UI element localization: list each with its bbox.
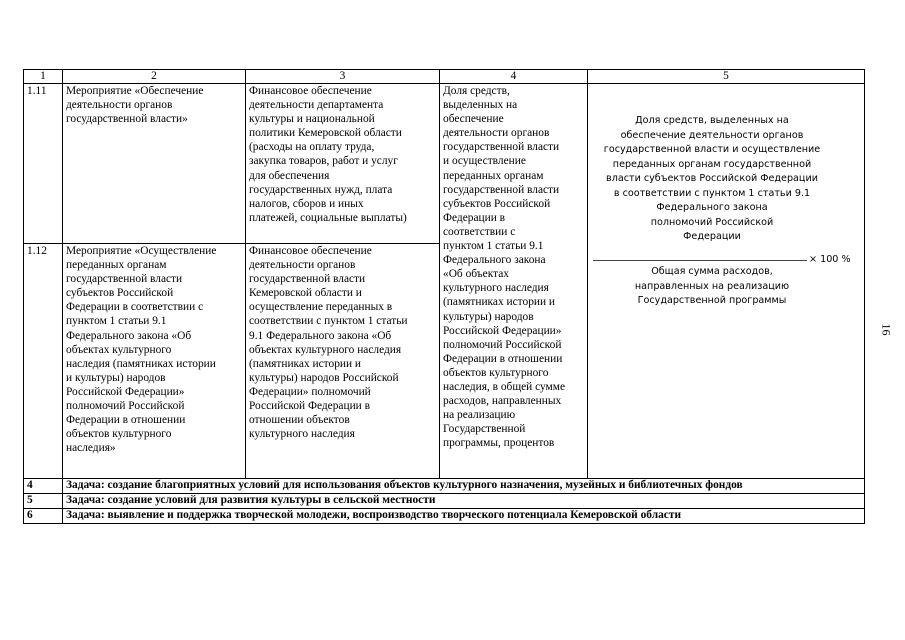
column-header-1: 1 [24, 70, 63, 84]
financing-cell: Финансовое обеспечение деятельности департамента культуры и национальной политики Кемеровской области (расходы на оплату труда, закупка товаров, работ и услуг для обеспечения государственных нужд, плата налогов, сборов и иных платежей, социальные выплаты) [246, 84, 440, 244]
activity-cell: Мероприятие «Обеспечение деятельности органов государственной власти» [63, 84, 246, 244]
formula-multiplier: × 100 % [809, 254, 851, 265]
page-number: 16 [879, 323, 894, 336]
row-number: 1.11 [24, 84, 63, 244]
task-row [24, 494, 865, 509]
task-text: Задача: создание благоприятных условий для использования объектов культурного назначения, музейных и библиотечных фондов [63, 479, 865, 494]
table-row [24, 84, 865, 244]
formula-denominator: Общая сумма расходов, направленных на реализацию Государственной программы [634, 266, 790, 306]
row-number: 1.12 [24, 244, 63, 479]
task-number: 6 [24, 509, 63, 524]
task-row [24, 479, 865, 494]
fraction-line [593, 260, 807, 261]
formula [588, 84, 859, 306]
column-header-5: 5 [588, 70, 865, 84]
column-header-2: 2 [63, 70, 246, 84]
task-number: 4 [24, 479, 63, 494]
task-text: Задача: выявление и поддержка творческой молодежи, воспроизводство творческого потенциала Кемеровской области [63, 509, 865, 524]
column-header-3: 3 [246, 70, 440, 84]
activity-cell: Мероприятие «Осуществление переданных органам государственной власти субъектов Российской Федерации в соответствии с пунктом 1 статьи 9.1 Федерального закона «Об объектах культурного наследия (памятниках истории и культуры) народов Российской Федерации» полномочий Российской Федерации в отношении объектов культурного наследия» [63, 244, 246, 479]
task-row [24, 509, 865, 524]
column-header-4: 4 [440, 70, 588, 84]
indicators-table [23, 69, 865, 524]
financing-cell: Финансовое обеспечение деятельности органов государственной власти Кемеровской области и осуществление переданных в соответствии с пунктом 1 статьи 9.1 Федерального закона «Об объектах культурного наследия (памятниках истории и культуры) народов Российской Федерации» полномочий Российской Федерации в отношении объектов культурного наследия [246, 244, 440, 479]
indicator-cell: Доля средств, выделенных на обеспечение деятельности органов государственной власти и осуществление переданных органам государственной власти субъектов Российской Федерации в соответствии с пунктом 1 статьи 9.1 Федерального закона «Об объектах культурного наследия (памятниках истории и культуры) народов Российской Федерации» полномочий Российской Федерации в отношении объектов культурного наследия, в общей сумме расходов, направленных на реализацию Государственной программы, процентов [440, 84, 588, 479]
formula-numerator: Доля средств, выделенных на обеспечение деятельности органов государственной власти и осуществление переданных органам государственной власти субъектов Российской Федерации в соответствии с пунктом 1 статьи 9.1 Федерального закона полномочий Российской Федерации [603, 115, 821, 242]
task-number: 5 [24, 494, 63, 509]
column-number-row [24, 70, 865, 84]
formula-cell [588, 84, 865, 479]
task-text: Задача: создание условий для развития культуры в сельской местности [63, 494, 865, 509]
